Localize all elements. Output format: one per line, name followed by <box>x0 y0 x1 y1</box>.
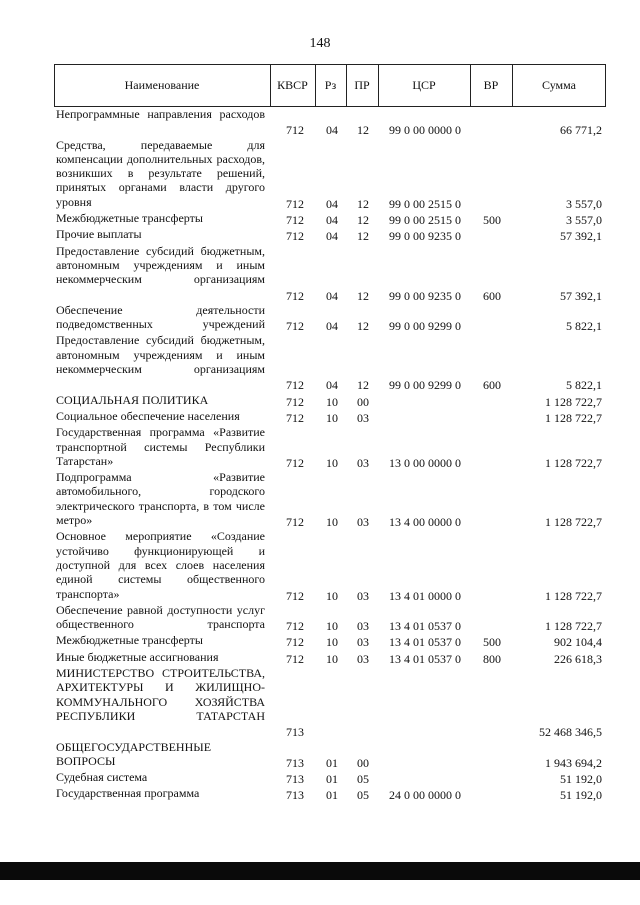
header-name: Наименование <box>124 78 200 92</box>
row-rz: 04 <box>326 378 338 393</box>
row-sum: 57 392,1 <box>560 288 602 303</box>
row-pr: 05 <box>357 788 369 803</box>
row-vr: 500 <box>483 635 501 650</box>
row-vr: 800 <box>483 651 501 666</box>
row-sum: 1 128 722,7 <box>545 588 602 603</box>
table-row <box>0 666 640 740</box>
row-pr: 03 <box>357 410 369 425</box>
table-row <box>0 409 640 425</box>
row-rz: 01 <box>326 755 338 770</box>
row-csr: 13 0 00 0000 0 <box>389 455 461 470</box>
row-name: Средства, передаваемые для компенсации дополнительных расходов, возникших в результате решений, принятых органами власти другого уровня <box>56 137 265 209</box>
row-csr: 13 4 01 0537 0 <box>389 651 461 666</box>
row-kvsr: 712 <box>286 635 304 650</box>
row-rz: 10 <box>326 651 338 666</box>
row-rz: 04 <box>326 196 338 211</box>
header-csr: ЦСР <box>412 78 436 92</box>
table-row <box>0 227 640 243</box>
row-sum: 1 128 722,7 <box>545 455 602 470</box>
row-name: Социальное обеспечение населения <box>56 408 240 423</box>
row-pr: 00 <box>357 755 369 770</box>
row-kvsr: 712 <box>286 619 304 634</box>
row-pr: 03 <box>357 651 369 666</box>
table-row <box>0 211 640 227</box>
row-sum: 1 128 722,7 <box>545 619 602 634</box>
row-rz: 10 <box>326 394 338 409</box>
row-csr: 99 0 00 9299 0 <box>389 378 461 393</box>
row-pr: 03 <box>357 588 369 603</box>
row-name: СОЦИАЛЬНАЯ ПОЛИТИКА <box>56 392 209 407</box>
table-row <box>0 786 640 802</box>
row-kvsr: 712 <box>286 288 304 303</box>
row-name: Государственная программа «Развитие транспортной системы Республики Татарстан» <box>56 425 265 468</box>
row-kvsr: 712 <box>286 213 304 228</box>
row-rz: 10 <box>326 455 338 470</box>
row-rz: 01 <box>326 788 338 803</box>
table-row <box>0 333 640 392</box>
row-pr: 12 <box>357 123 369 138</box>
row-csr: 13 4 01 0000 0 <box>389 588 461 603</box>
row-rz: 10 <box>326 515 338 530</box>
row-csr: 24 0 00 0000 0 <box>389 788 461 803</box>
row-rz: 04 <box>326 213 338 228</box>
row-name: Межбюджетные трансферты <box>56 633 203 648</box>
row-csr: 99 0 00 0000 0 <box>389 123 461 138</box>
row-sum: 51 192,0 <box>560 772 602 787</box>
row-sum: 66 771,2 <box>560 123 602 138</box>
row-pr: 03 <box>357 515 369 530</box>
row-vr: 600 <box>483 378 501 393</box>
table-row <box>0 303 640 334</box>
row-sum: 1 128 722,7 <box>545 515 602 530</box>
row-pr: 12 <box>357 319 369 334</box>
row-sum: 5 822,1 <box>566 378 602 393</box>
header-vr: ВР <box>483 78 499 92</box>
row-sum: 3 557,0 <box>566 196 602 211</box>
row-rz: 01 <box>326 772 338 787</box>
table-row <box>0 740 640 771</box>
row-name: Основное мероприятие «Создание устойчиво функционирующей и доступной для всех слоев населения единой системы общественного транспорта» <box>56 529 265 601</box>
row-pr: 00 <box>357 394 369 409</box>
row-sum: 1 943 694,2 <box>545 755 602 770</box>
row-pr: 12 <box>357 213 369 228</box>
row-kvsr: 712 <box>286 394 304 409</box>
row-kvsr: 713 <box>286 725 304 740</box>
row-csr: 13 4 01 0537 0 <box>389 635 461 650</box>
row-name: Обеспечение равной доступности услуг общественного транспорта <box>56 602 265 632</box>
row-sum: 1 128 722,7 <box>545 394 602 409</box>
row-name: Обеспечение деятельности подведомственных учреждений <box>56 302 265 332</box>
row-vr: 600 <box>483 288 501 303</box>
row-kvsr: 712 <box>286 588 304 603</box>
row-csr: 13 4 00 0000 0 <box>389 515 461 530</box>
row-csr: 99 0 00 2515 0 <box>389 213 461 228</box>
row-rz: 04 <box>326 288 338 303</box>
row-rz: 10 <box>326 410 338 425</box>
row-pr: 12 <box>357 196 369 211</box>
table-row <box>0 107 640 138</box>
row-name: Предоставление субсидий бюджетным, автономным учреждениям и иным некоммерческим организациям <box>56 333 265 377</box>
row-kvsr: 712 <box>286 123 304 138</box>
row-kvsr: 712 <box>286 196 304 211</box>
page-number: 148 <box>309 36 331 51</box>
row-name: Подпрограмма «Развитие автомобильного, городского электрического транспорта, в том числе метро» <box>56 470 265 528</box>
table-row <box>0 650 640 666</box>
header-kvsr: КВСР <box>277 78 308 92</box>
table-row <box>0 244 640 303</box>
table-row <box>0 470 640 529</box>
table-row <box>0 770 640 786</box>
row-kvsr: 713 <box>286 755 304 770</box>
row-rz: 10 <box>326 619 338 634</box>
row-pr: 12 <box>357 288 369 303</box>
table-row <box>0 138 640 212</box>
row-rz: 10 <box>326 588 338 603</box>
row-pr: 12 <box>357 229 369 244</box>
row-kvsr: 712 <box>286 229 304 244</box>
row-sum: 51 192,0 <box>560 788 602 803</box>
table-row <box>0 529 640 603</box>
table-row <box>0 393 640 409</box>
row-pr: 12 <box>357 378 369 393</box>
row-kvsr: 712 <box>286 378 304 393</box>
table-body <box>0 107 640 803</box>
scan-edge-bar <box>0 862 640 880</box>
row-sum: 52 468 346,5 <box>539 725 602 740</box>
table-row <box>0 425 640 470</box>
row-sum: 226 618,3 <box>554 651 602 666</box>
row-kvsr: 712 <box>286 515 304 530</box>
row-name: Непрограммные направления расходов <box>56 107 265 121</box>
row-sum: 902 104,4 <box>554 635 602 650</box>
table-row <box>0 603 640 634</box>
row-csr: 99 0 00 2515 0 <box>389 196 461 211</box>
row-rz: 04 <box>326 123 338 138</box>
row-sum: 3 557,0 <box>566 213 602 228</box>
row-rz: 10 <box>326 635 338 650</box>
row-name: Иные бюджетные ассигнования <box>56 649 219 664</box>
row-csr: 13 4 01 0537 0 <box>389 619 461 634</box>
row-csr: 99 0 00 9235 0 <box>389 229 461 244</box>
row-name: Предоставление субсидий бюджетным, автономным учреждениям и иным некоммерческим организациям <box>56 243 265 287</box>
row-sum: 57 392,1 <box>560 229 602 244</box>
row-rz: 04 <box>326 319 338 334</box>
row-name: МИНИСТЕРСТВО СТРОИТЕЛЬСТВА, АРХИТЕКТУРЫ И ЖИЛИЩНО-КОММУНАЛЬНОГО ХОЗЯЙСТВА РЕСПУБЛИКИ ТАТАРСТАН <box>56 666 265 723</box>
row-csr: 99 0 00 9235 0 <box>389 288 461 303</box>
row-name: Межбюджетные трансферты <box>56 211 203 226</box>
header-sum: Сумма <box>542 78 576 92</box>
row-pr: 05 <box>357 772 369 787</box>
row-pr: 03 <box>357 455 369 470</box>
row-pr: 03 <box>357 635 369 650</box>
row-vr: 500 <box>483 213 501 228</box>
row-pr: 03 <box>357 619 369 634</box>
row-kvsr: 712 <box>286 319 304 334</box>
header-rz: Рз <box>324 78 337 92</box>
row-name: ОБЩЕГОСУДАРСТВЕННЫЕ ВОПРОСЫ <box>56 739 212 768</box>
row-sum: 5 822,1 <box>566 319 602 334</box>
header-pr: ПР <box>354 78 370 92</box>
row-kvsr: 712 <box>286 410 304 425</box>
table-row <box>0 633 640 649</box>
row-sum: 1 128 722,7 <box>545 410 602 425</box>
row-kvsr: 712 <box>286 455 304 470</box>
row-csr: 99 0 00 9299 0 <box>389 319 461 334</box>
row-rz: 04 <box>326 229 338 244</box>
row-name: Государственная программа <box>56 786 200 801</box>
row-name: Судебная система <box>56 770 148 785</box>
row-kvsr: 713 <box>286 772 304 787</box>
row-kvsr: 712 <box>286 651 304 666</box>
row-kvsr: 713 <box>286 788 304 803</box>
row-name: Прочие выплаты <box>56 227 142 242</box>
